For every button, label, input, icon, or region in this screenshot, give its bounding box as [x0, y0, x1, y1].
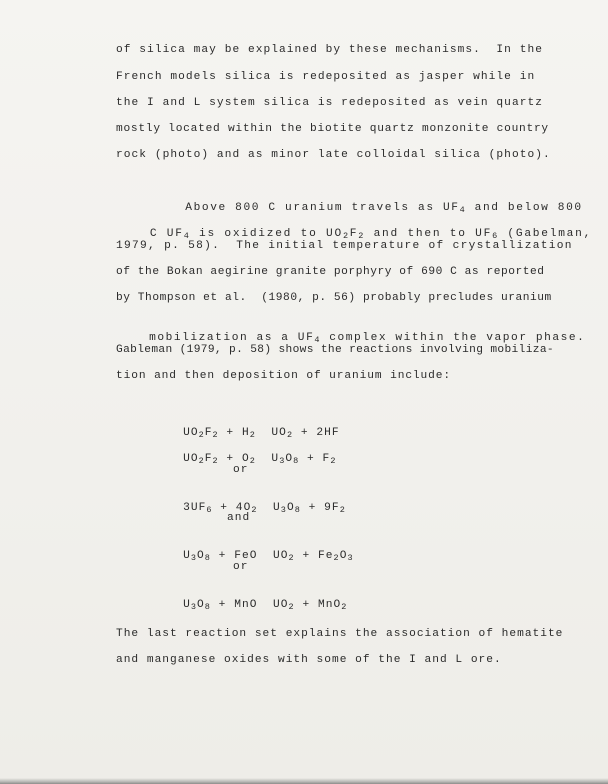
or-connector-2: or: [233, 561, 249, 573]
paragraph-2-line-2: C $UF_4$ is oxidized to $UO_2F_2$ and then to $UF_6$ (Gabelman,: [149, 228, 593, 241]
equation-2: $UO_2F_2 + O_2$ $U_3O_8 + F_2$: [183, 453, 337, 466]
paragraph-2-line-3: 1979, p. 58). The initial temperature of crystallization: [116, 240, 573, 252]
paragraph-3-line-1: The last reaction set explains the association of hematite: [116, 628, 564, 640]
paragraph-2-line-4: of the Bokan aegirine granite porphyry of 690 C as reported: [116, 266, 545, 278]
paragraph-2-line-5: by Thompson et al. (1980, p. 56) probably precludes uranium: [116, 292, 552, 304]
paragraph-2-line-7: Gableman (1979, p. 58) shows the reactions involving mobiliza-: [116, 344, 554, 356]
equation-4: $U_3O_8$ + FeO $UO_2 + Fe_2O_3$: [183, 550, 354, 563]
paragraph-1-line-2: French models silica is redeposited as jasper while in: [116, 71, 536, 83]
paragraph-2-line-8: tion and then deposition of uranium include:: [116, 370, 451, 382]
paragraph-2-line-1: Above 800 C uranium travels as $UF_4$ and below 800: [185, 202, 583, 215]
paragraph-3-line-2: and manganese oxides with some of the I and L ore.: [116, 654, 502, 666]
paragraph-1-line-1: of silica may be explained by these mechanisms. In the: [116, 44, 543, 56]
equation-1: $UO_2F_2 + H_2$ $UO_2 + 2HF$: [183, 427, 340, 440]
paragraph-1-line-3: the I and L system silica is redeposited as vein quartz: [116, 97, 543, 109]
or-connector-1: or: [233, 464, 249, 476]
paragraph-1-line-5: rock (photo) and as minor late colloidal silica (photo).: [116, 149, 551, 161]
paragraph-1-line-4: mostly located within the biotite quartz monzonite country: [116, 123, 549, 135]
paragraph-2-line-6: mobilization as a $UF_4$ complex within the vapor phase.: [149, 332, 586, 345]
and-connector: and: [227, 512, 251, 524]
equation-5: $U_3O_8$ + MnO $UO_2 + MnO_2$: [183, 599, 348, 612]
equation-3: $3UF_6 + 4O_2$ $U_3O_8 + 9F_2$: [183, 502, 346, 515]
page-bottom-edge: [0, 778, 608, 784]
